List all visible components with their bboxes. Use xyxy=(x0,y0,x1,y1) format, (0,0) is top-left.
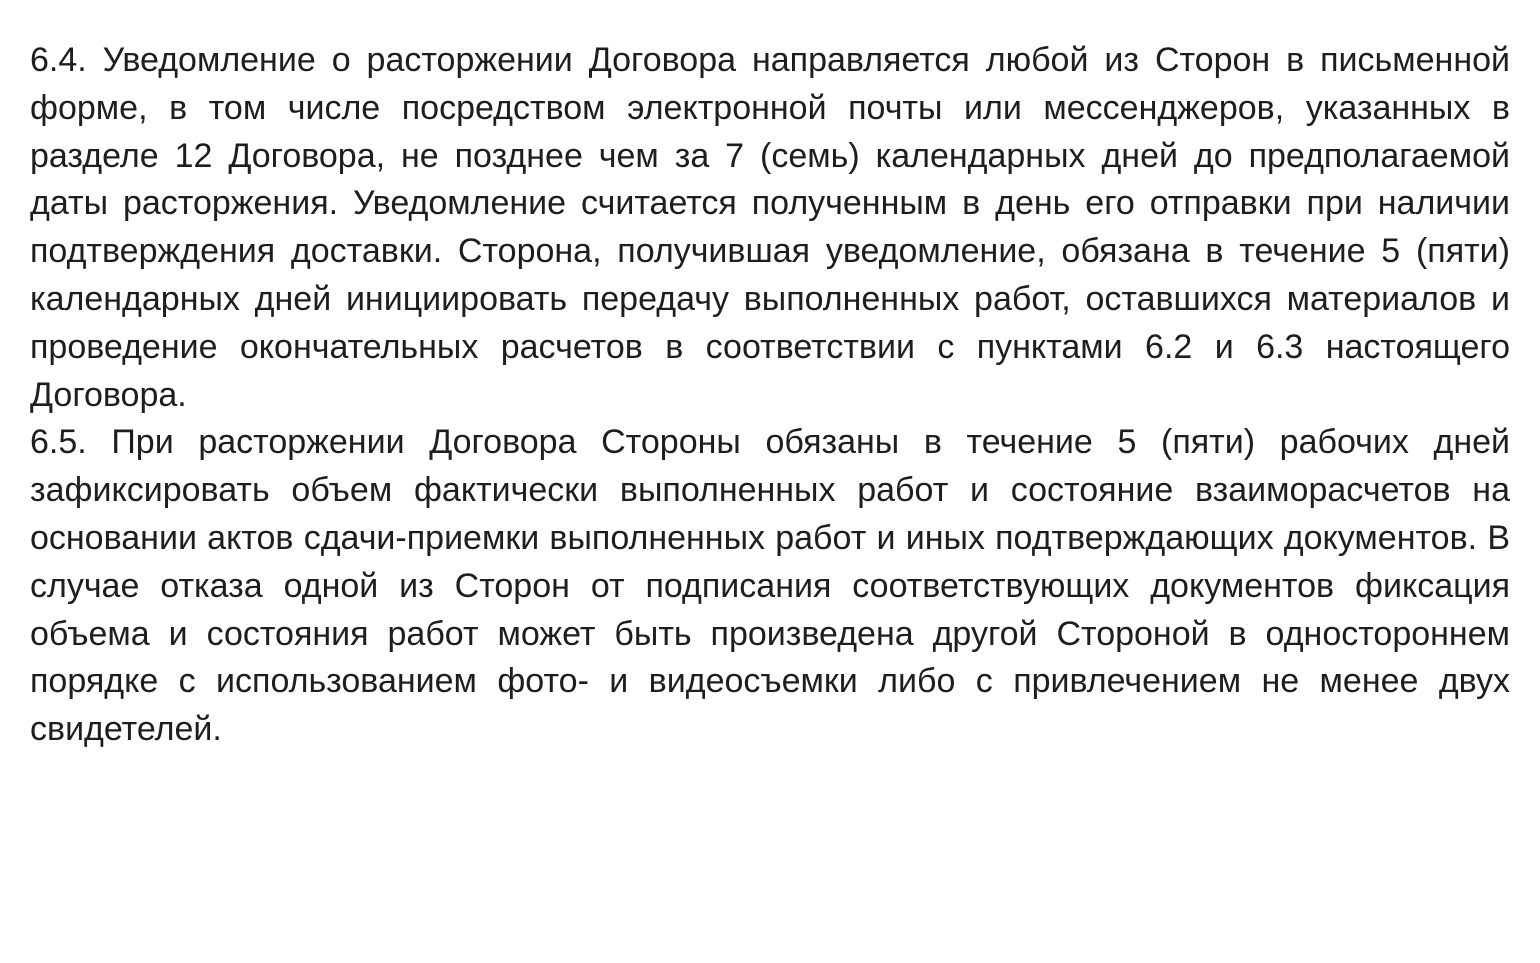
paragraph-6-5: 6.5. При расторжении Договора Стороны обязаны в течение 5 (пяти) рабочих дней зафиксировать объем фактически выполненных работ и состояние взаиморасчетов на основании актов сдачи-приемки выполненных работ и иных подтверждающих документов. В случае отказа одной из Сторон от подписания соответствующих документов фиксация объема и состояния работ может быть произведена другой Стороной в одностороннем порядке с использованием фото- и видеосъемки либо с привлечением не менее двух свидетелей. xyxy=(30,423,1510,749)
document-body xyxy=(30,37,1510,754)
paragraph-6-4: 6.4. Уведомление о расторжении Договора направляется любой из Сторон в письменной форме, в том числе посредством электронной почты или мессенджеров, указанных в разделе 12 Договора, не позднее чем за 7 (семь) календарных дней до предполагаемой даты расторжения. Уведомление считается полученным в день его отправки при наличии подтверждения доставки. Сторона, получившая уведомление, обязана в течение 5 (пяти) календарных дней инициировать передачу выполненных работ, оставшихся материалов и проведение окончательных расчетов в соответствии с пунктами 6.2 и 6.3 настоящего Договора. xyxy=(30,41,1510,414)
